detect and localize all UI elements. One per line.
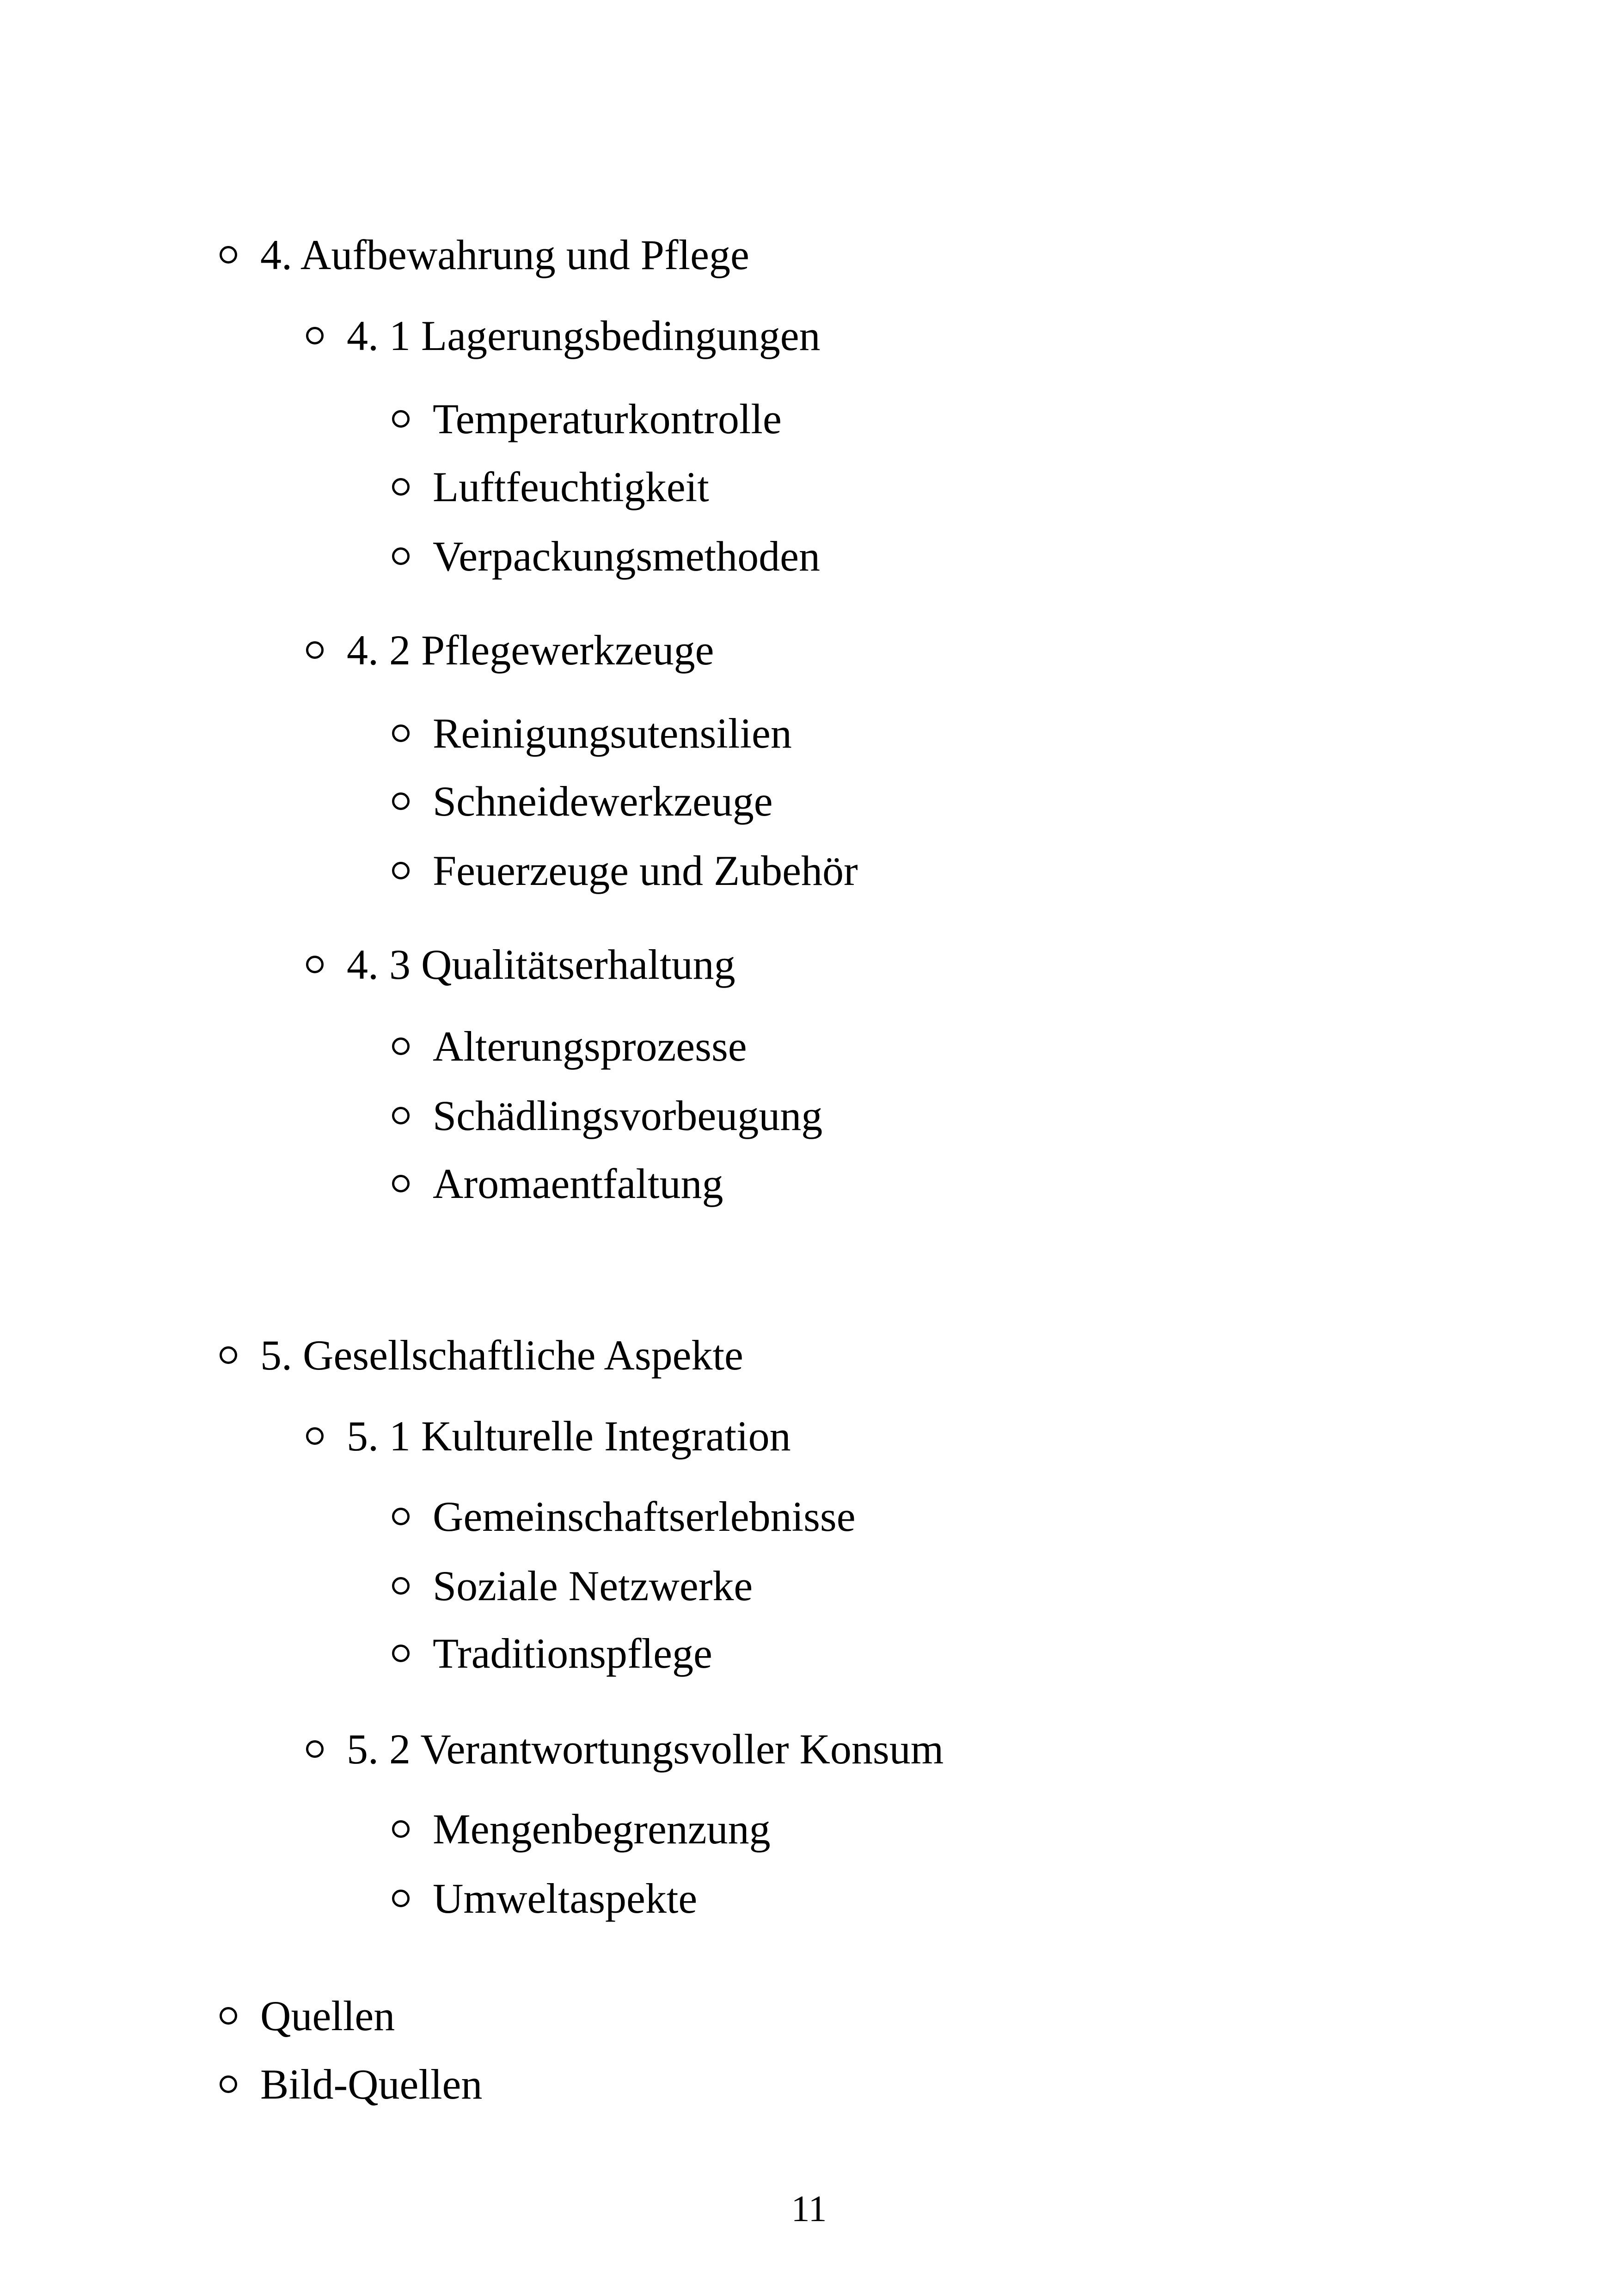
subsection-title: 4. 3 Qualitätserhaltung bbox=[347, 941, 735, 988]
circle-bullet-icon bbox=[392, 1175, 410, 1192]
circle-bullet-icon bbox=[392, 547, 410, 565]
outline-item-level2 bbox=[306, 943, 735, 986]
circle-bullet-icon bbox=[220, 2075, 237, 2093]
outline-item-level3 bbox=[392, 849, 858, 892]
subsection-title: 5. 2 Verantwortungsvoller Konsum bbox=[347, 1725, 944, 1773]
list-item: Schneidewerkzeuge bbox=[433, 778, 773, 825]
circle-bullet-icon bbox=[392, 410, 410, 428]
circle-bullet-icon bbox=[306, 1740, 324, 1758]
circle-bullet-icon bbox=[392, 1645, 410, 1662]
outline-item-level3 bbox=[392, 712, 792, 755]
outline-item-level3 bbox=[392, 395, 782, 442]
circle-bullet-icon bbox=[392, 1890, 410, 1907]
list-item: Temperaturkontrolle bbox=[433, 395, 782, 442]
list-item: Aromaentfaltung bbox=[433, 1160, 723, 1207]
section-title: 5. Gesellschaftliche Aspekte bbox=[260, 1332, 743, 1379]
circle-bullet-icon bbox=[392, 1037, 410, 1055]
subsection-title: 4. 2 Pflegewerkzeuge bbox=[347, 626, 714, 674]
list-item: Traditionspflege bbox=[433, 1630, 712, 1677]
circle-bullet-icon bbox=[392, 792, 410, 810]
outline-item-level1 bbox=[220, 233, 749, 276]
circle-bullet-icon bbox=[392, 1577, 410, 1595]
circle-bullet-icon bbox=[392, 862, 410, 879]
outline-item-level3 bbox=[392, 533, 820, 580]
list-item: Feuerzeuge und Zubehör bbox=[433, 847, 858, 894]
outline-item-level2 bbox=[306, 314, 821, 357]
list-item: Mengenbegrenzung bbox=[433, 1805, 771, 1853]
outline-item-level3 bbox=[392, 1025, 747, 1068]
circle-bullet-icon bbox=[392, 1820, 410, 1838]
circle-bullet-icon bbox=[306, 956, 324, 973]
list-item: Luftfeuchtigkeit bbox=[433, 463, 709, 510]
outline-item-level3 bbox=[392, 1495, 856, 1538]
list-item: Schädlingsvorbeugung bbox=[433, 1092, 823, 1139]
circle-bullet-icon bbox=[306, 1427, 324, 1445]
circle-bullet-icon bbox=[392, 478, 410, 496]
outline-item-level3 bbox=[392, 463, 709, 510]
outline-item-level1 bbox=[220, 2063, 482, 2106]
list-item: Soziale Netzwerke bbox=[433, 1562, 753, 1609]
outline-item-level3 bbox=[392, 1562, 753, 1609]
circle-bullet-icon bbox=[306, 327, 324, 344]
circle-bullet-icon bbox=[220, 246, 237, 264]
outline-item-level2 bbox=[306, 626, 714, 674]
outline-item-level1 bbox=[220, 1992, 395, 2039]
section-title: Quellen bbox=[260, 1992, 395, 2039]
list-item: Umweltaspekte bbox=[433, 1875, 698, 1922]
outline-item-level3 bbox=[392, 1162, 723, 1205]
list-item: Reinigungsutensilien bbox=[433, 710, 792, 757]
list-item: Verpackungsmethoden bbox=[433, 533, 820, 580]
list-item: Alterungsprozesse bbox=[433, 1023, 747, 1070]
subsection-title: 4. 1 Lagerungsbedingungen bbox=[347, 312, 821, 359]
outline-item-level3 bbox=[392, 1094, 822, 1137]
section-title: 4. Aufbewahrung und Pflege bbox=[260, 231, 749, 278]
circle-bullet-icon bbox=[220, 2007, 237, 2025]
outline-item-level3 bbox=[392, 1632, 712, 1675]
circle-bullet-icon bbox=[392, 1508, 410, 1525]
list-item: Gemeinschaftserlebnisse bbox=[433, 1493, 856, 1540]
circle-bullet-icon bbox=[306, 641, 324, 659]
page-number: 11 bbox=[791, 2189, 827, 2229]
section-title: Bild-Quellen bbox=[260, 2061, 483, 2108]
circle-bullet-icon bbox=[220, 1346, 237, 1364]
outline-item-level3 bbox=[392, 1805, 771, 1853]
subsection-title: 5. 1 Kulturelle Integration bbox=[347, 1412, 791, 1460]
outline-item-level3 bbox=[392, 1877, 697, 1920]
circle-bullet-icon bbox=[392, 1107, 410, 1124]
outline-item-level1 bbox=[220, 1332, 743, 1379]
circle-bullet-icon bbox=[392, 724, 410, 742]
outline-item-level2 bbox=[306, 1725, 944, 1773]
outline-item-level3 bbox=[392, 780, 773, 823]
outline-item-level2 bbox=[306, 1412, 791, 1460]
